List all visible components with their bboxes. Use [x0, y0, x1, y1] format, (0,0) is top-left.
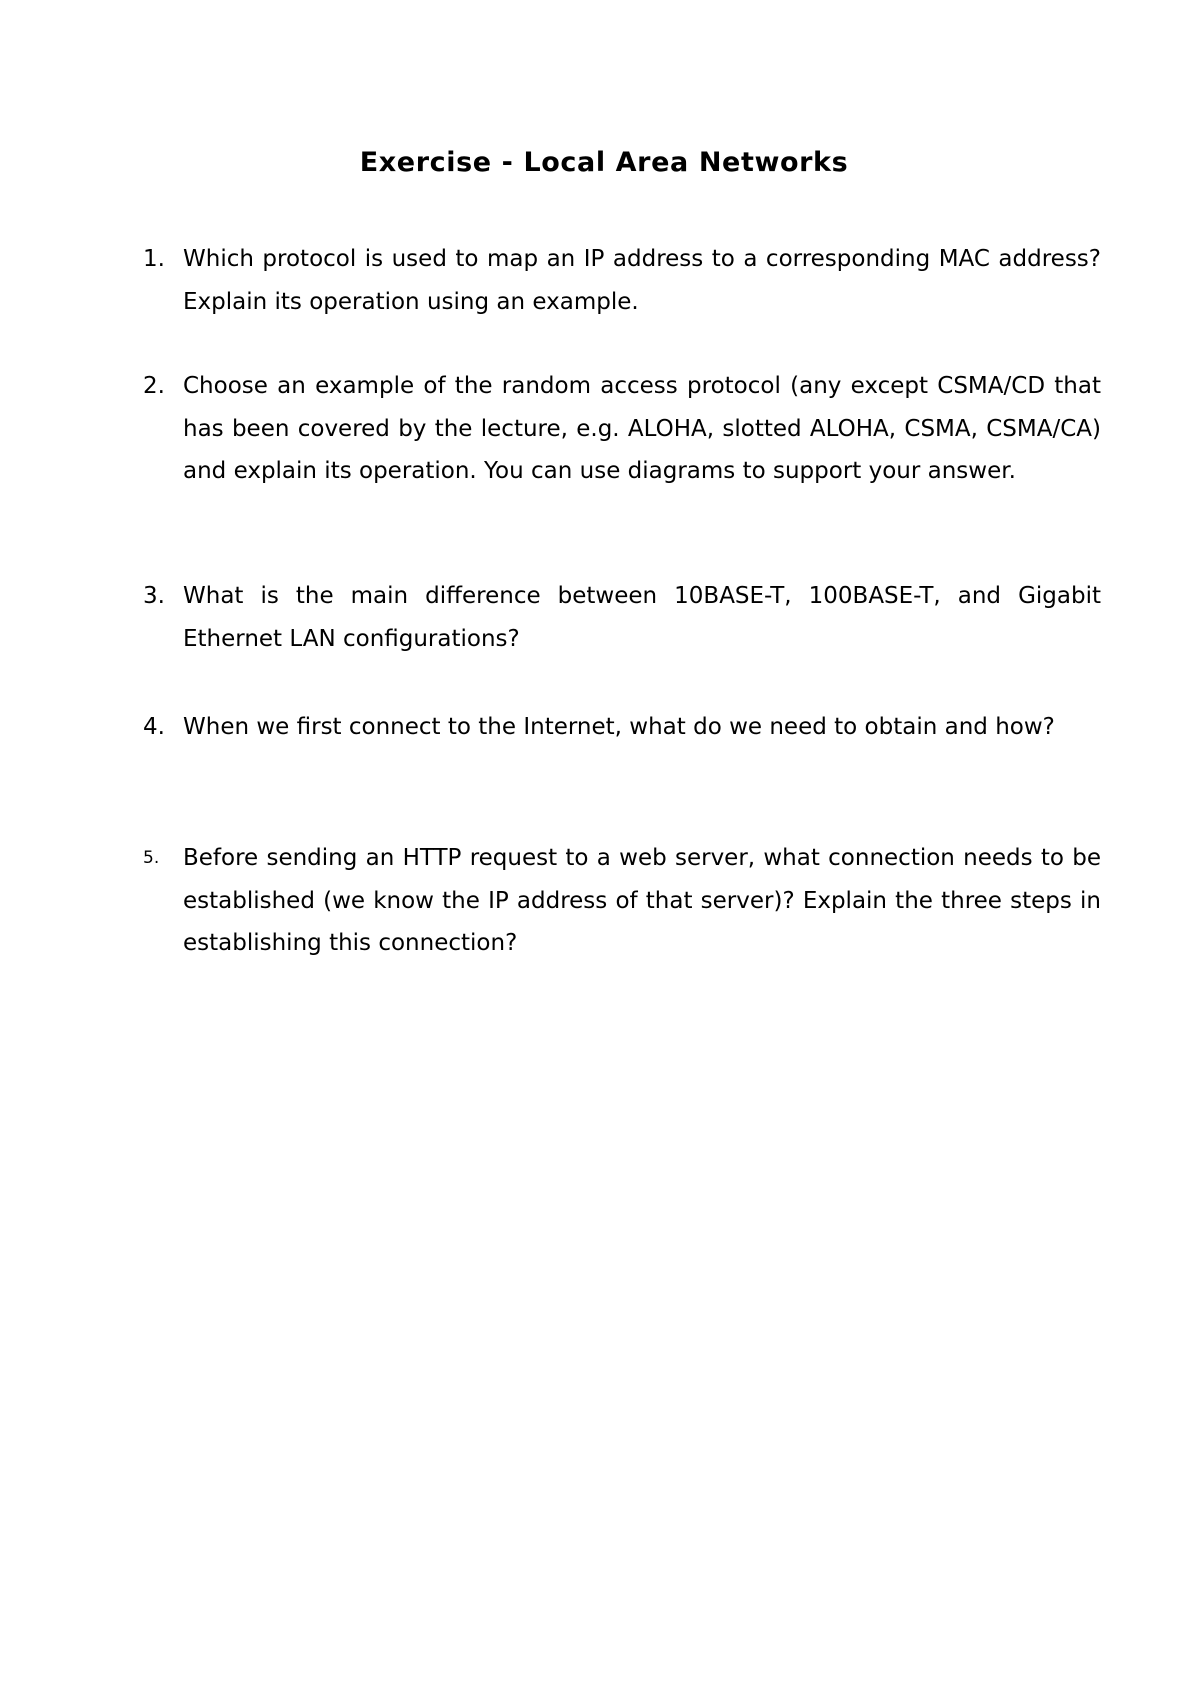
question-item: [143, 575, 1101, 660]
question-number: 5.: [143, 848, 160, 868]
question-number: 2.: [143, 373, 165, 399]
question-text: Choose an example of the random access protocol (any except CSMA/CD that has been covered by the lecture, e.g. ALOHA, slotted ALOHA, CSMA, CSMA/CA) and explain its operation. You can use diagrams to support your answer.: [183, 373, 1101, 484]
question-text: Which protocol is used to map an IP address to a corresponding MAC address? Explain its operation using an example.: [183, 246, 1101, 315]
question-number: 4.: [143, 714, 165, 740]
document-title: Exercise - Local Area Networks: [359, 147, 849, 178]
question-item: [143, 837, 1101, 965]
question-text: When we first connect to the Internet, what do we need to obtain and how?: [183, 714, 1055, 740]
question-item: [143, 706, 1101, 749]
question-item: [143, 238, 1101, 323]
question-text: Before sending an HTTP request to a web server, what connection needs to be established (we know the IP address of that server)? Explain the three steps in establishing this connection?: [183, 845, 1101, 956]
question-item: [143, 365, 1101, 493]
question-number: 1.: [143, 246, 165, 272]
question-text: What is the main difference between 10BASE-T, 100BASE-T, and Gigabit Ethernet LAN configurations?: [183, 583, 1101, 652]
question-number: 3.: [143, 583, 165, 609]
